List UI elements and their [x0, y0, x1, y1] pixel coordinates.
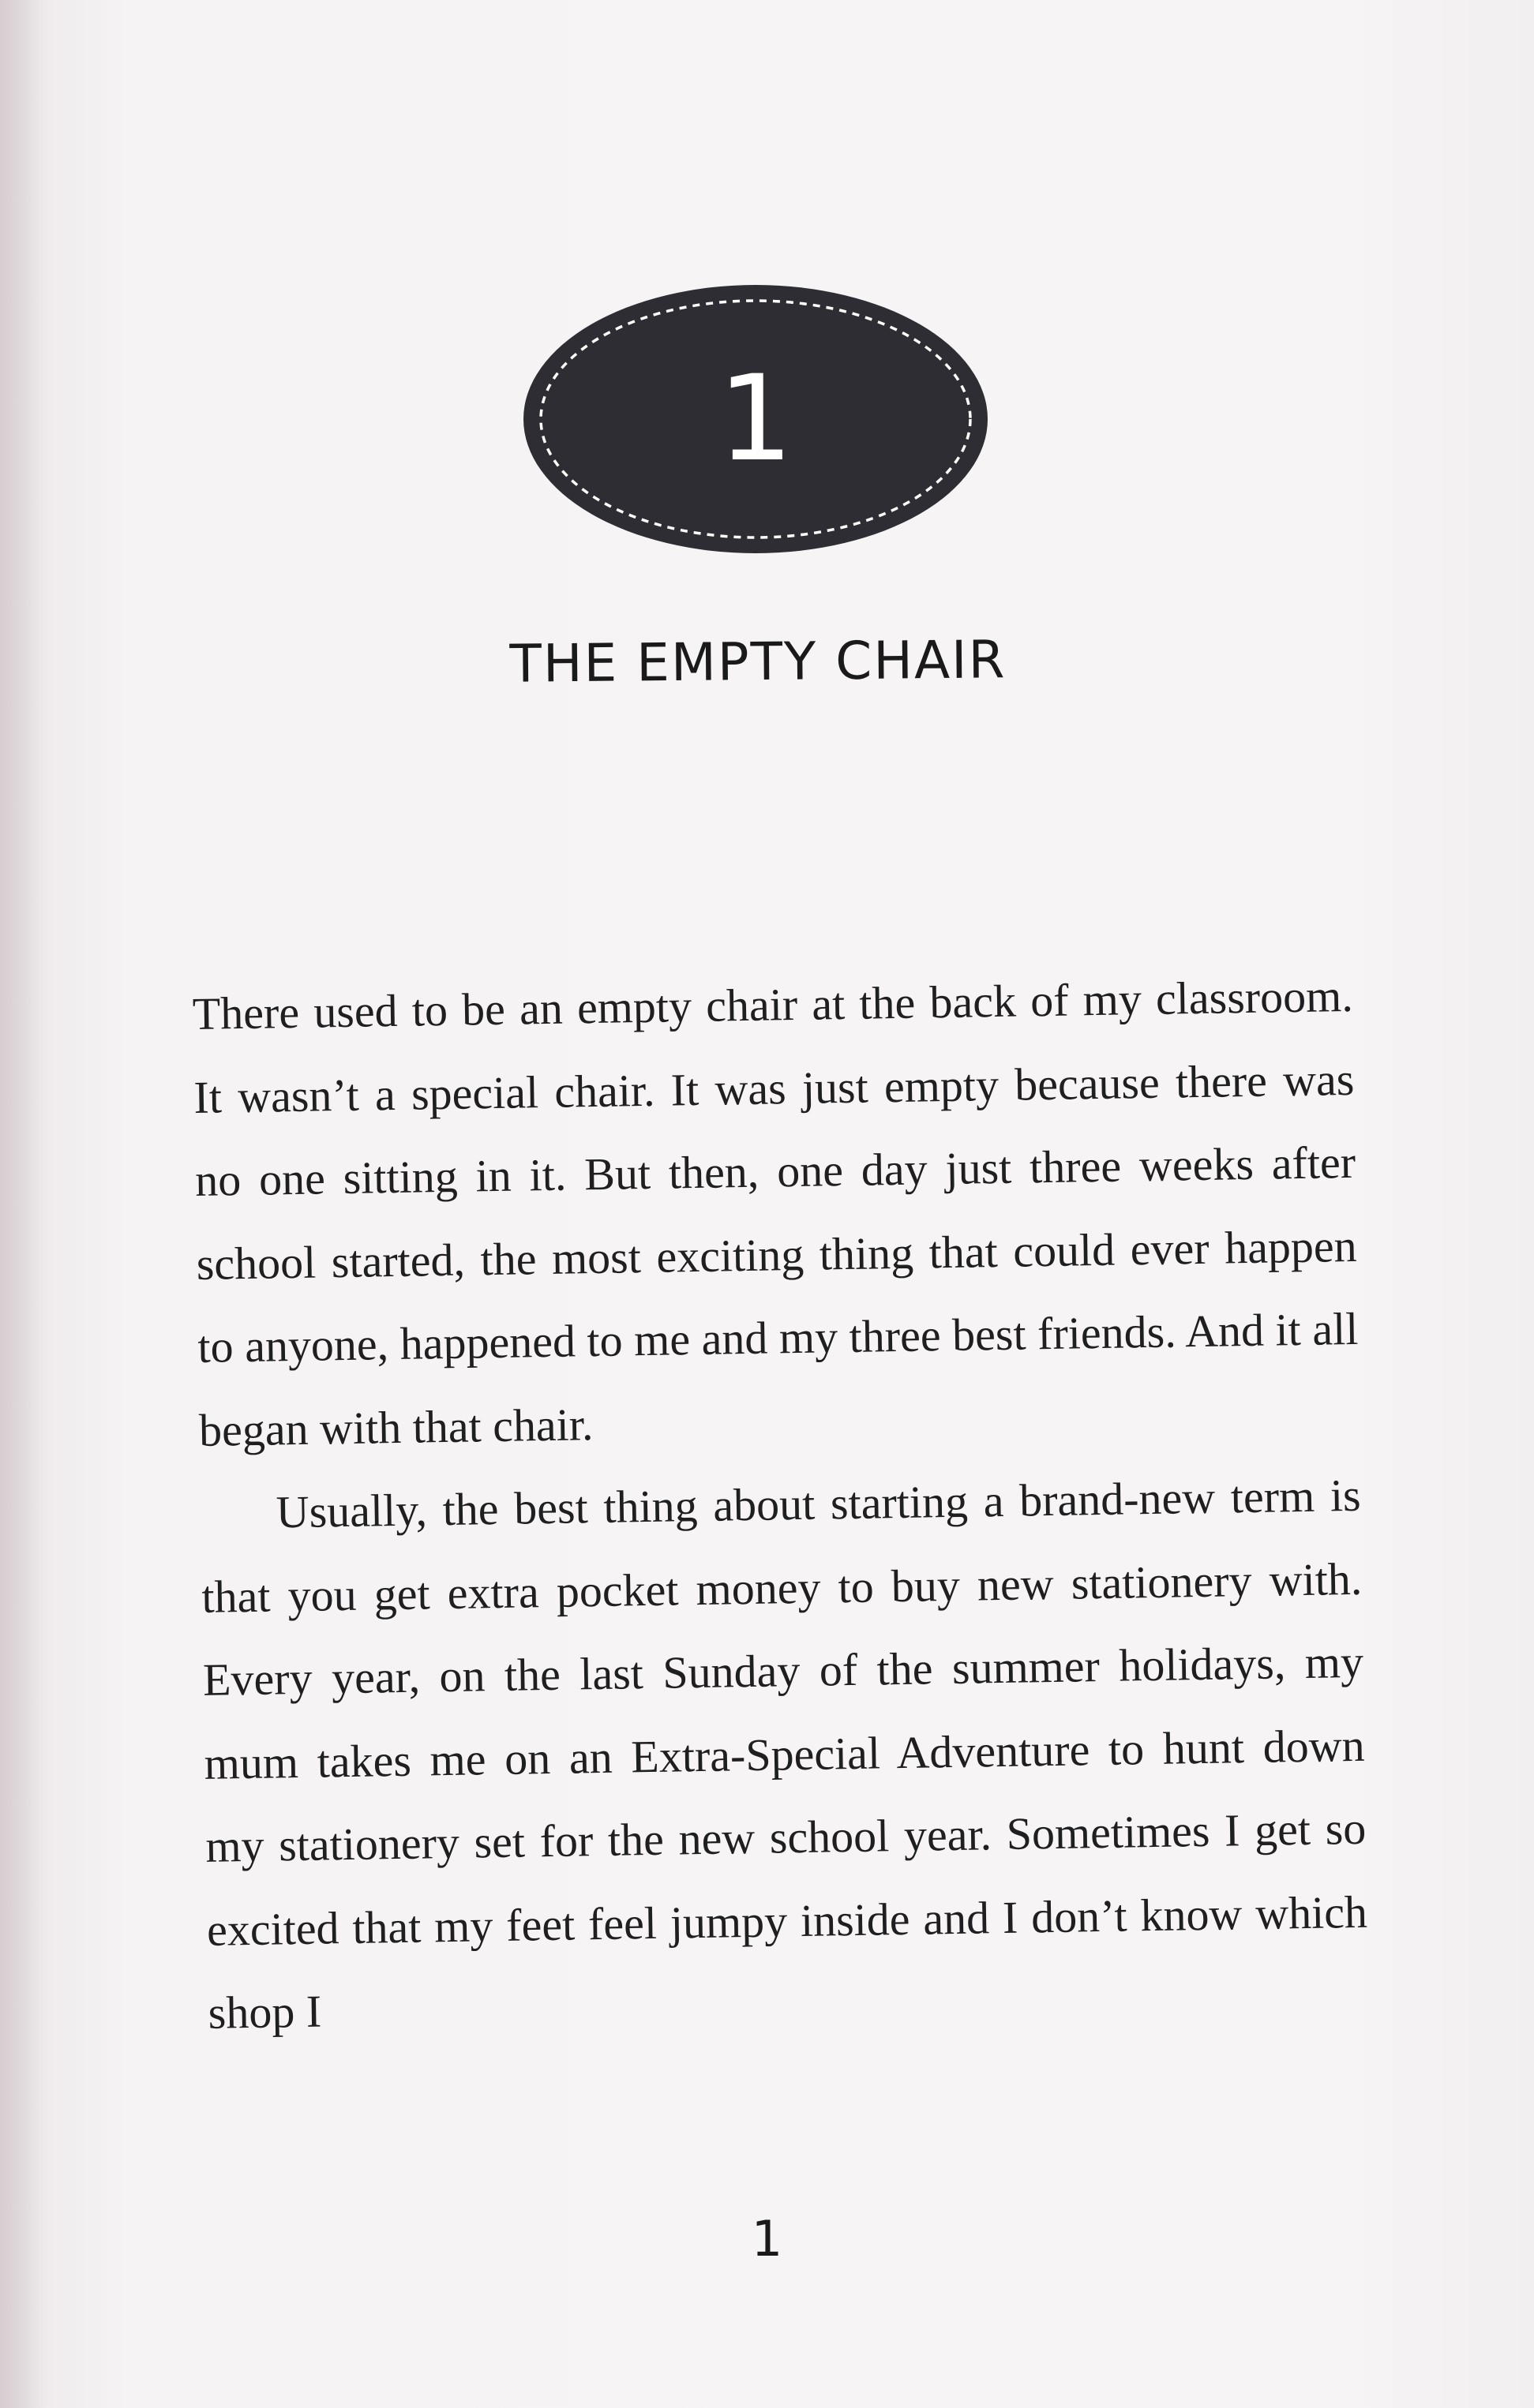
paragraph-1: There used to be an empty chair at the back of my classroom. It wasn’t a special chair. It was just empty because there was no one sitting in it. But then, one day just three weeks after school started, the most exciting thing that could ever happen to anyone, happened to me and my three best friends. And it all began with that chair. [192, 969, 1359, 1456]
chapter-number: 1 [718, 350, 793, 488]
chapter-body-text [192, 954, 1369, 2054]
page-number: 1 [751, 2210, 783, 2268]
chapter-number-badge [521, 283, 990, 556]
chapter-title: THE EMPTY CHAIR [509, 629, 1007, 695]
page-gutter-shadow [0, 0, 47, 2408]
paragraph-2: Usually, the best thing about starting a brand-new term is that you get extra pocket money to buy new stationery with. Every year, on the last Sunday of the summer holidays, my mum takes me on an Extra-Special Adventure to hunt down my stationery set for the new school year. Sometimes I get so excited that my feet feel jumpy inside and I don’t know which shop I [201, 1469, 1368, 2039]
